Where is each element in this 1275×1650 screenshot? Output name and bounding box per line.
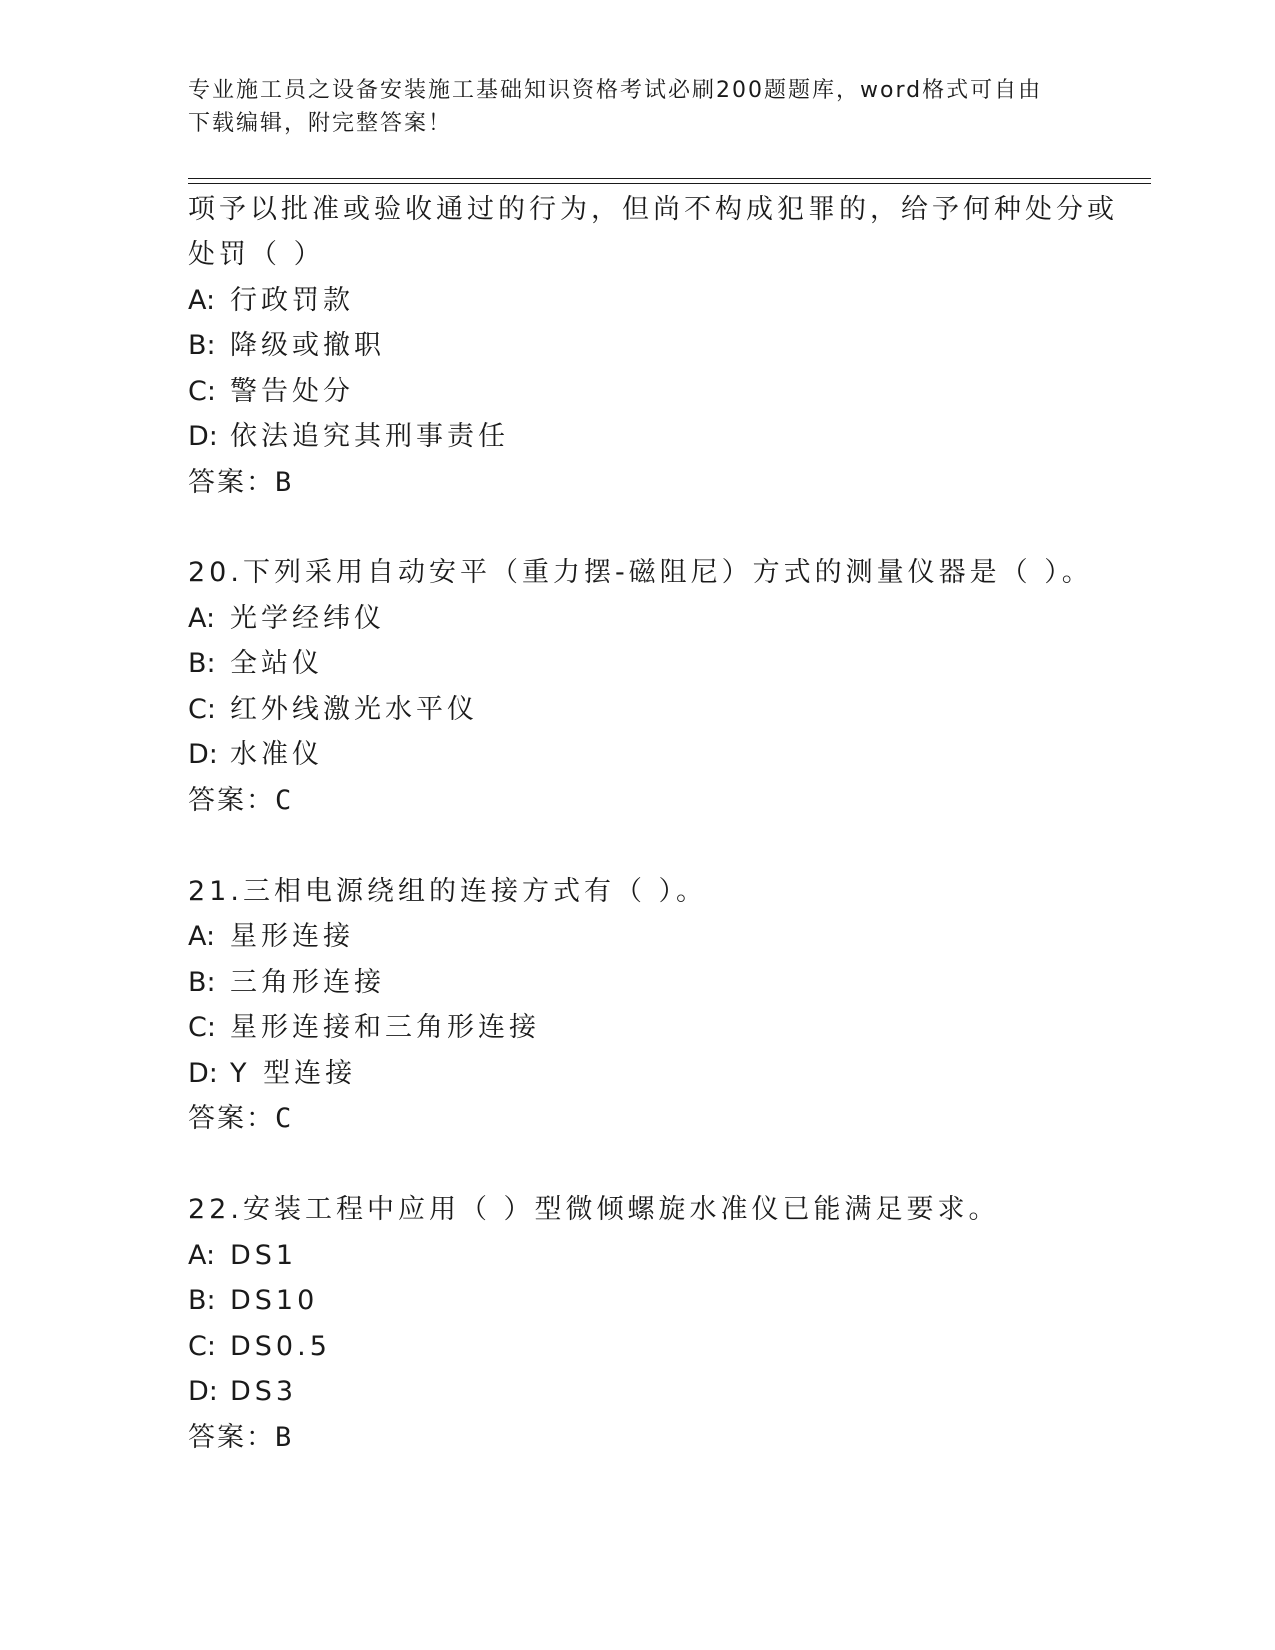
option-key: B: bbox=[188, 648, 216, 679]
option-key: A: bbox=[188, 603, 216, 634]
q22-option-a bbox=[188, 1238, 297, 1274]
option-key: B: bbox=[188, 967, 216, 998]
option-text: DS10 bbox=[230, 1285, 319, 1316]
option-text: 全站仪 bbox=[230, 648, 323, 679]
header-note-line-1: 专业施工员之设备安装施工基础知识资格考试必刷200题题库，word格式可自由 bbox=[188, 78, 1043, 103]
option-text: 依法追究其刑事责任 bbox=[230, 421, 509, 452]
q22-answer bbox=[188, 1420, 293, 1456]
answer-value: B bbox=[275, 467, 294, 498]
option-text: 行政罚款 bbox=[230, 285, 354, 316]
q20-option-a bbox=[188, 601, 385, 637]
q22-option-b bbox=[188, 1283, 318, 1319]
q21-option-c bbox=[188, 1010, 540, 1046]
option-key: C: bbox=[188, 1331, 216, 1362]
header-note-line-2: 下载编辑，附完整答案！ bbox=[188, 111, 453, 136]
q19-option-c bbox=[188, 374, 354, 410]
option-key: A: bbox=[188, 921, 216, 952]
q19-answer bbox=[188, 465, 293, 501]
q19-option-d bbox=[188, 419, 509, 455]
q20-text: 20.下列采用自动安平（重力摆-磁阻尼）方式的测量仪器是（ ）。 bbox=[188, 557, 1093, 588]
option-key: D: bbox=[188, 739, 218, 770]
option-text: 光学经纬仪 bbox=[230, 603, 385, 634]
header-divider-top bbox=[188, 178, 1151, 179]
answer-value: B bbox=[275, 1422, 294, 1453]
q21-answer bbox=[188, 1101, 293, 1137]
answer-label: 答案： bbox=[188, 785, 275, 816]
option-key: D: bbox=[188, 1376, 218, 1407]
q22-option-c bbox=[188, 1329, 331, 1365]
answer-value: C bbox=[275, 1103, 294, 1134]
option-text: 星形连接和三角形连接 bbox=[230, 1012, 540, 1043]
option-key: B: bbox=[188, 330, 216, 361]
q19-option-a bbox=[188, 283, 354, 319]
option-key: D: bbox=[188, 421, 218, 452]
q19-text-line-1: 项予以批准或验收通过的行为，但尚不构成犯罪的，给予何种处分或 bbox=[188, 194, 1118, 225]
q22-option-d bbox=[188, 1374, 297, 1410]
answer-label: 答案： bbox=[188, 467, 275, 498]
option-text: 警告处分 bbox=[230, 376, 354, 407]
option-text: 三角形连接 bbox=[230, 967, 385, 998]
q20-option-c bbox=[188, 692, 478, 728]
q21-option-d bbox=[188, 1056, 356, 1092]
q20-option-d bbox=[188, 737, 323, 773]
q21-option-b bbox=[188, 965, 385, 1001]
option-key: C: bbox=[188, 1012, 216, 1043]
header-note bbox=[188, 74, 1068, 140]
option-text: 降级或撤职 bbox=[230, 330, 385, 361]
option-key: C: bbox=[188, 376, 216, 407]
answer-value: C bbox=[275, 785, 294, 816]
q22-text: 22.安装工程中应用（ ）型微倾螺旋水准仪已能满足要求。 bbox=[188, 1194, 1000, 1225]
option-text: DS0.5 bbox=[230, 1331, 331, 1362]
q21-text: 21.三相电源绕组的连接方式有（ ）。 bbox=[188, 876, 708, 907]
header-divider-bottom bbox=[188, 183, 1151, 184]
q19-option-b bbox=[188, 328, 385, 364]
option-key: B: bbox=[188, 1285, 216, 1316]
option-text: 星形连接 bbox=[230, 921, 354, 952]
option-text: 红外线激光水平仪 bbox=[230, 694, 478, 725]
q20-answer bbox=[188, 783, 293, 819]
option-key: C: bbox=[188, 694, 216, 725]
option-key: A: bbox=[188, 1240, 216, 1271]
answer-label: 答案： bbox=[188, 1422, 275, 1453]
option-text: DS3 bbox=[230, 1376, 298, 1407]
answer-label: 答案： bbox=[188, 1103, 275, 1134]
option-text: Y 型连接 bbox=[230, 1058, 357, 1089]
option-text: DS1 bbox=[230, 1240, 298, 1271]
q19-text-line-2: 处罚（ ） bbox=[188, 239, 325, 270]
option-key: A: bbox=[188, 285, 216, 316]
q20-option-b bbox=[188, 646, 323, 682]
q21-option-a bbox=[188, 919, 354, 955]
option-key: D: bbox=[188, 1058, 218, 1089]
option-text: 水准仪 bbox=[230, 739, 323, 770]
